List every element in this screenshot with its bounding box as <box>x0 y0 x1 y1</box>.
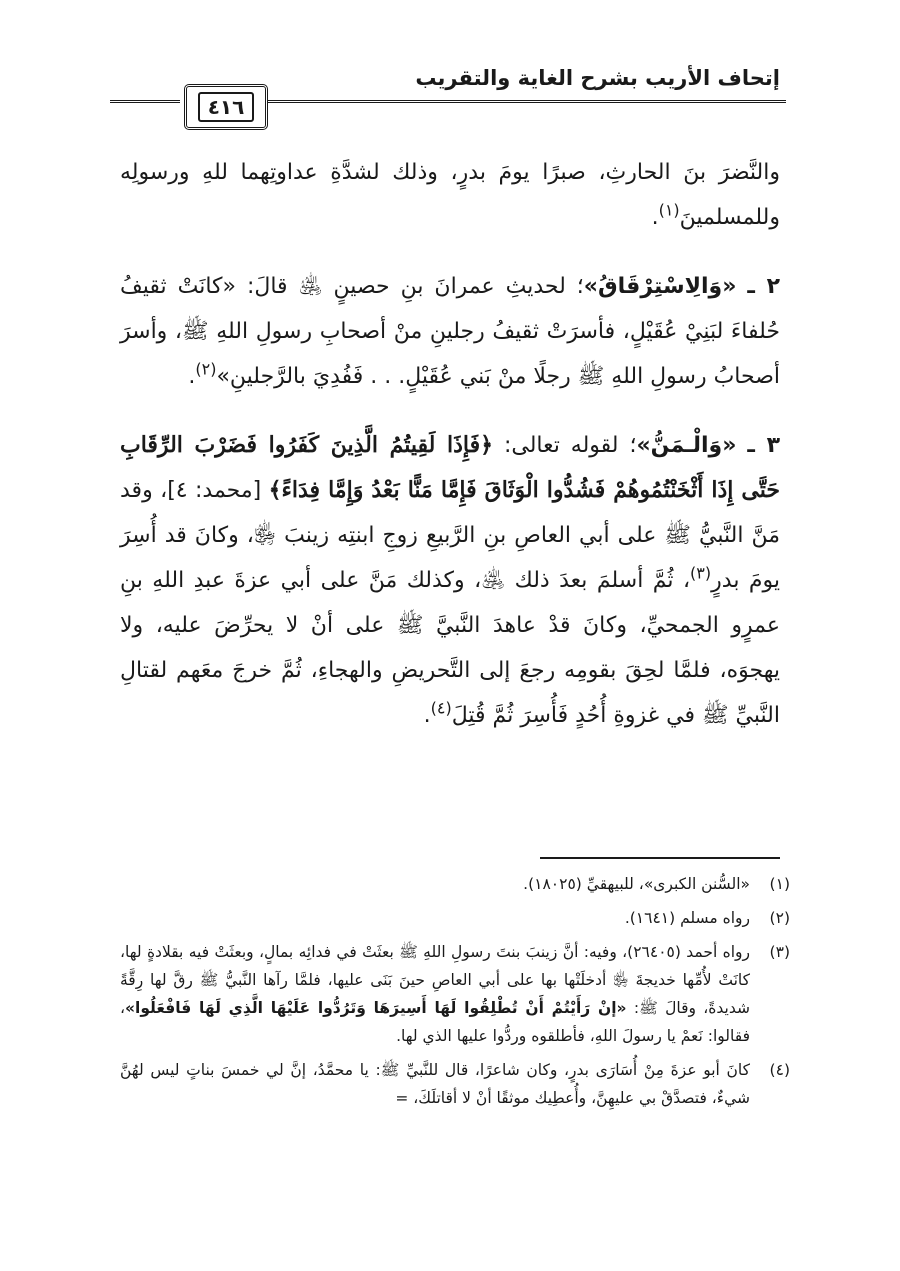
section-3-intro: ؛ لقوله تعالى: <box>492 433 637 458</box>
main-text <box>120 150 780 738</box>
page-header <box>110 66 786 138</box>
footnote-text: كانَ أبو عزةَ مِنْ أُسَارَى بدرٍ، وكان شاعرًا، قال للنَّبيِّ ﷺ: يا محمَّدُ، إنَّ لي خمسَ بناتٍ ليس لهُنَّ شيءٌ، فتصدَّقْ بي عليهِنَّ، وأُعطِيك موثقًا أنْ لا أقاتلَكَ، = <box>120 1061 750 1107</box>
footnote-3-part-b: ، فقالوا: نَعمْ يا رسولَ اللهِ، فأطلقوه وردُّوا عليها الذي لها. <box>120 999 750 1045</box>
section-3-text-2: ، ثُمَّ أسلمَ بعدَ ذلك ﵁، وكذلك مَنَّ على أبي عزةَ عبدِ اللهِ بنِ عمرٍو الجمحيِّ، وكانَ قدْ عاهدَ النَّبيَّ ﷺ على أنْ لا يحرِّضَ عليه، ولا يهجوَه، فلمَّا لحِقَ بقومِه رجعَ إلى التَّحريضِ والهجاءِ، ثُمَّ خرجَ معَهم لقتالِ النَّبيِّ ﷺ في غزوةِ أُحُدٍ فَأُسِرَ ثُمَّ قُتِلَ <box>120 568 780 728</box>
footnote-1 <box>120 870 790 898</box>
section-3-heading: «وَالْـمَنُّ» <box>636 433 737 458</box>
footnote-ref-4: (٤) <box>430 698 452 718</box>
quran-verse: ﴿فَإِذَا لَقِيتُمُ الَّذِينَ كَفَرُوا فَضَرْبَ الرِّقَابِ حَتَّى إِذَا أَثْخَنْتُمُوهُمْ فَشُدُّوا الْوَثَاقَ فَإِمَّا مَنًّا بَعْدُ وَإِمَّا فِدَاءً﴾ <box>120 432 781 503</box>
book-title: إتحاف الأريب بشرح الغاية والتقريب <box>415 66 780 90</box>
p1-text: والنَّضرَ بنَ الحارثِ، صبرًا يومَ بدرٍ، وذلك لشدَّةِ عداوتِهما للهِ ورسولِه وللمسلمينَ <box>120 160 780 230</box>
section-2-heading: «وَالِاسْتِرْقَاقُ» <box>583 274 737 299</box>
p1-end: . <box>651 205 659 230</box>
verse-citation: [محمد: ٤]، <box>152 478 269 503</box>
footnote-text <box>120 938 750 1050</box>
section-2 <box>120 264 780 399</box>
section-3-number: ٣ ـ <box>747 433 780 458</box>
header-rule-right <box>266 100 786 103</box>
footnote-3-part-a: رواه أحمد (٢٦٤٠٥)، وفيه: أنَّ زينبَ بنتَ رسولِ اللهِ ﷺ بعثَتْ في فدائِه بمالٍ، وبعثَتْ فيه بقلادةٍ لها، كانَتْ لأُمِّها خديجةَ ﵂ أدخلَتْها بها على أبي العاصِ حينَ بَنَى عليها، فلمَّا رآها النَّبيُّ ﷺ رقَّ لها رِقَّةً شديدةً، وقالَ ﷺ: <box>120 943 750 1017</box>
footnote-ref-2: (٢) <box>195 359 217 379</box>
section-3-text-1: وقد مَنَّ النَّبيُّ ﷺ على أبي العاصِ بنِ الرَّبيعِ زوجِ ابنتِه زينبَ ﵂، وكانَ قد أُسِرَ يومَ بدرٍ <box>120 478 780 593</box>
s2-end: . <box>188 364 196 389</box>
footnote-2 <box>120 904 790 932</box>
footnote-separator <box>540 857 780 859</box>
footnote-3 <box>120 938 790 1050</box>
footnote-number: (٤) <box>769 1061 790 1079</box>
section-2-text: ؛ لحديثِ عمرانَ بنِ حصينٍ ﵁ قالَ: «كانَتْ ثقيفُ حُلفاءَ لبَنِيْ عُقَيْلٍ، فأسرَتْ ثقيفُ رجلينِ منْ أصحابِ رسولِ اللهِ ﷺ، وأسرَ أصحابُ رسولِ اللهِ ﷺ رجلًا منْ بَني عُقَيْلٍ. . . فَفُدِيَ بالرَّجلينِ» <box>120 274 780 389</box>
footnote-number: (١) <box>769 875 790 893</box>
section-3 <box>120 423 780 738</box>
footnote-ref-3: (٣) <box>690 563 712 583</box>
footnote-4 <box>120 1056 790 1112</box>
paragraph-1 <box>120 150 780 240</box>
footnotes <box>120 870 790 1118</box>
footnote-3-hadith: «إنْ رَأَيْتُمْ أَنْ تُطْلِقُوا لَهَا أَسِيرَهَا وَتَرُدُّوا عَلَيْهَا الَّذِي لَهَا فَافْعَلُوا» <box>125 999 627 1017</box>
s3-end: . <box>423 703 431 728</box>
footnote-text: «السُّنن الكبرى»، للبيهقيِّ (١٨٠٢٥). <box>523 875 750 893</box>
header-rule-left <box>110 100 180 103</box>
footnote-ref-1: (١) <box>658 200 680 220</box>
page-number: ٤١٦ <box>198 92 255 122</box>
footnote-number: (٣) <box>769 943 790 961</box>
section-2-number: ٢ ـ <box>747 274 780 299</box>
page-number-frame <box>184 84 268 130</box>
footnote-number: (٢) <box>769 909 790 927</box>
footnote-text: رواه مسلم (١٦٤١). <box>624 909 750 927</box>
